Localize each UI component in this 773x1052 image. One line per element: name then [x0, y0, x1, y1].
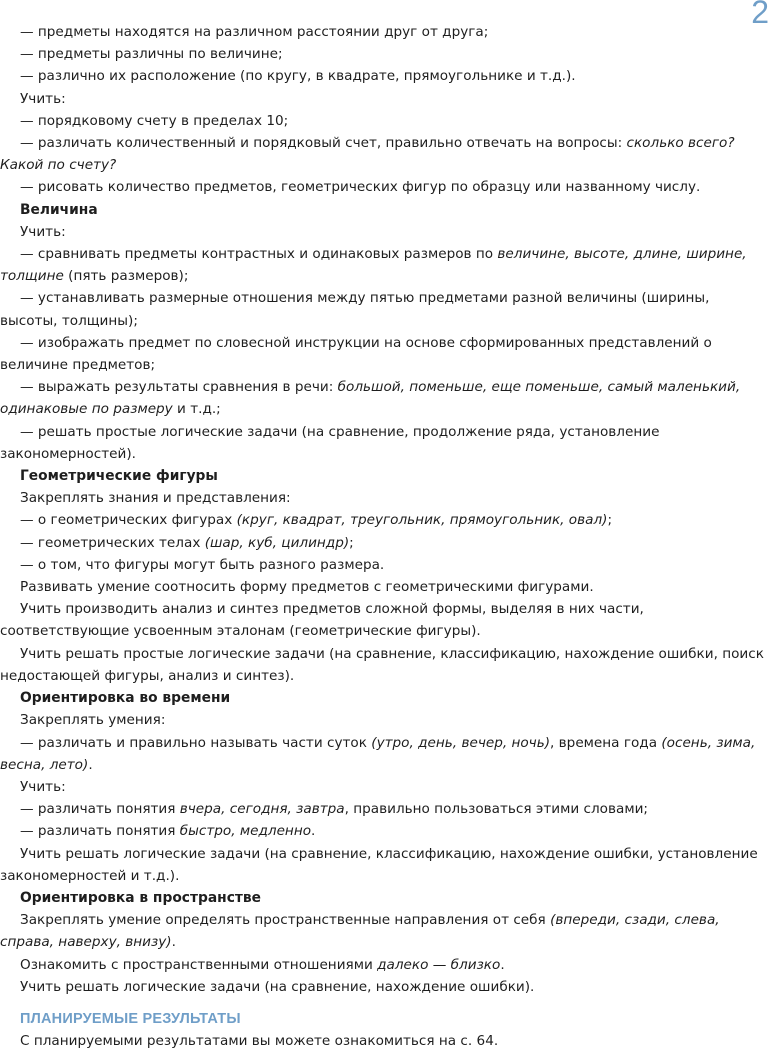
- section-heading: Величина: [20, 201, 98, 218]
- section-heading: Ориентировка во времени: [20, 690, 231, 707]
- list-item: — порядковому счету в пределах 10;: [20, 112, 289, 129]
- paragraph: Учить:: [20, 223, 66, 240]
- paragraph: Учить:: [20, 778, 66, 795]
- list-item: — различно их расположение (по кругу, в квадрате, прямоугольнике и т.д.).: [20, 68, 576, 85]
- list-item: — геометрических телах (шар, куб, цилиндр);: [20, 534, 354, 551]
- paragraph: Закреплять умения:: [20, 712, 166, 729]
- page-number: 2: [751, 0, 769, 30]
- list-item: — предметы находятся на различном расстоянии друг от друга;: [20, 24, 489, 40]
- paragraph: Учить решать логические задачи (на сравнение, нахождение ошибки).: [20, 978, 535, 995]
- paragraph: Ознакомить с пространственными отношениями далеко — близко.: [20, 956, 505, 973]
- list-item: — о том, что фигуры могут быть разного размера.: [20, 556, 385, 573]
- section-heading: Ориентировка в пространстве: [20, 889, 261, 906]
- paragraph: Учить решать логические задачи (на сравнение, классификацию, нахождение ошибки, установление закономерностей и т.д.).: [0, 845, 758, 884]
- list-item: — выражать результаты сравнения в речи: большой, поменьше, еще поменьше, самый маленький, одинаковые по размеру и т.д.;: [0, 379, 741, 418]
- paragraph: Учить:: [20, 90, 66, 107]
- list-item: — изображать предмет по словесной инструкции на основе сформированных представлений о величине предметов;: [0, 334, 712, 374]
- paragraph: Закреплять умение определять пространственные направления от себя (впереди, сзади, слева, справа, наверху, внизу).: [0, 912, 720, 951]
- section-heading: Геометрические фигуры: [20, 468, 218, 485]
- list-item: — сравнивать предметы контрастных и одинаковых размеров по величине, высоте, длине, ширине, толщине (пять размеров);: [0, 246, 747, 285]
- list-item: — различать и правильно называть части суток (утро, день, вечер, ночь), времена года (осень, зима, весна, лето).: [0, 734, 756, 773]
- paragraph: Учить решать простые логические задачи (на сравнение, классификацию, нахождение ошибки, поиск недостающей фигуры, анализ и синтез).: [0, 645, 764, 684]
- section-title: ПЛАНИРУЕМЫЕ РЕЗУЛЬТАТЫ: [20, 1010, 241, 1027]
- list-item: — различать количественный и порядковый счет, правильно отвечать на вопросы: сколько всего? Какой по счету?: [0, 135, 735, 174]
- list-item: — решать простые логические задачи (на сравнение, продолжение ряда, установление закономерностей).: [0, 423, 660, 462]
- list-item: — различать понятия вчера, сегодня, завтра, правильно пользоваться этими словами;: [20, 801, 648, 818]
- list-item: — различать понятия быстро, медленно.: [20, 823, 316, 840]
- list-item: — устанавливать размерные отношения между пятью предметами разной величины (ширины, высоты, толщины);: [0, 290, 710, 329]
- document-body: [0, 21, 770, 1052]
- paragraph: С планируемыми результатами вы можете ознакомиться на с. 64.: [20, 1033, 499, 1050]
- list-item: — предметы различны по величине;: [20, 46, 283, 63]
- paragraph: Закреплять знания и представления:: [20, 490, 291, 507]
- list-item: — рисовать количество предметов, геометрических фигур по образцу или названному числу.: [20, 179, 701, 196]
- list-item: — о геометрических фигурах (круг, квадрат, треугольник, прямоугольник, овал);: [20, 512, 613, 529]
- paragraph: Учить производить анализ и синтез предметов сложной формы, выделяя в них части, соответствующие усвоенным эталонам (геометрические фигуры).: [0, 601, 644, 640]
- paragraph: Развивать умение соотносить форму предметов с геометрическими фигурами.: [20, 579, 594, 596]
